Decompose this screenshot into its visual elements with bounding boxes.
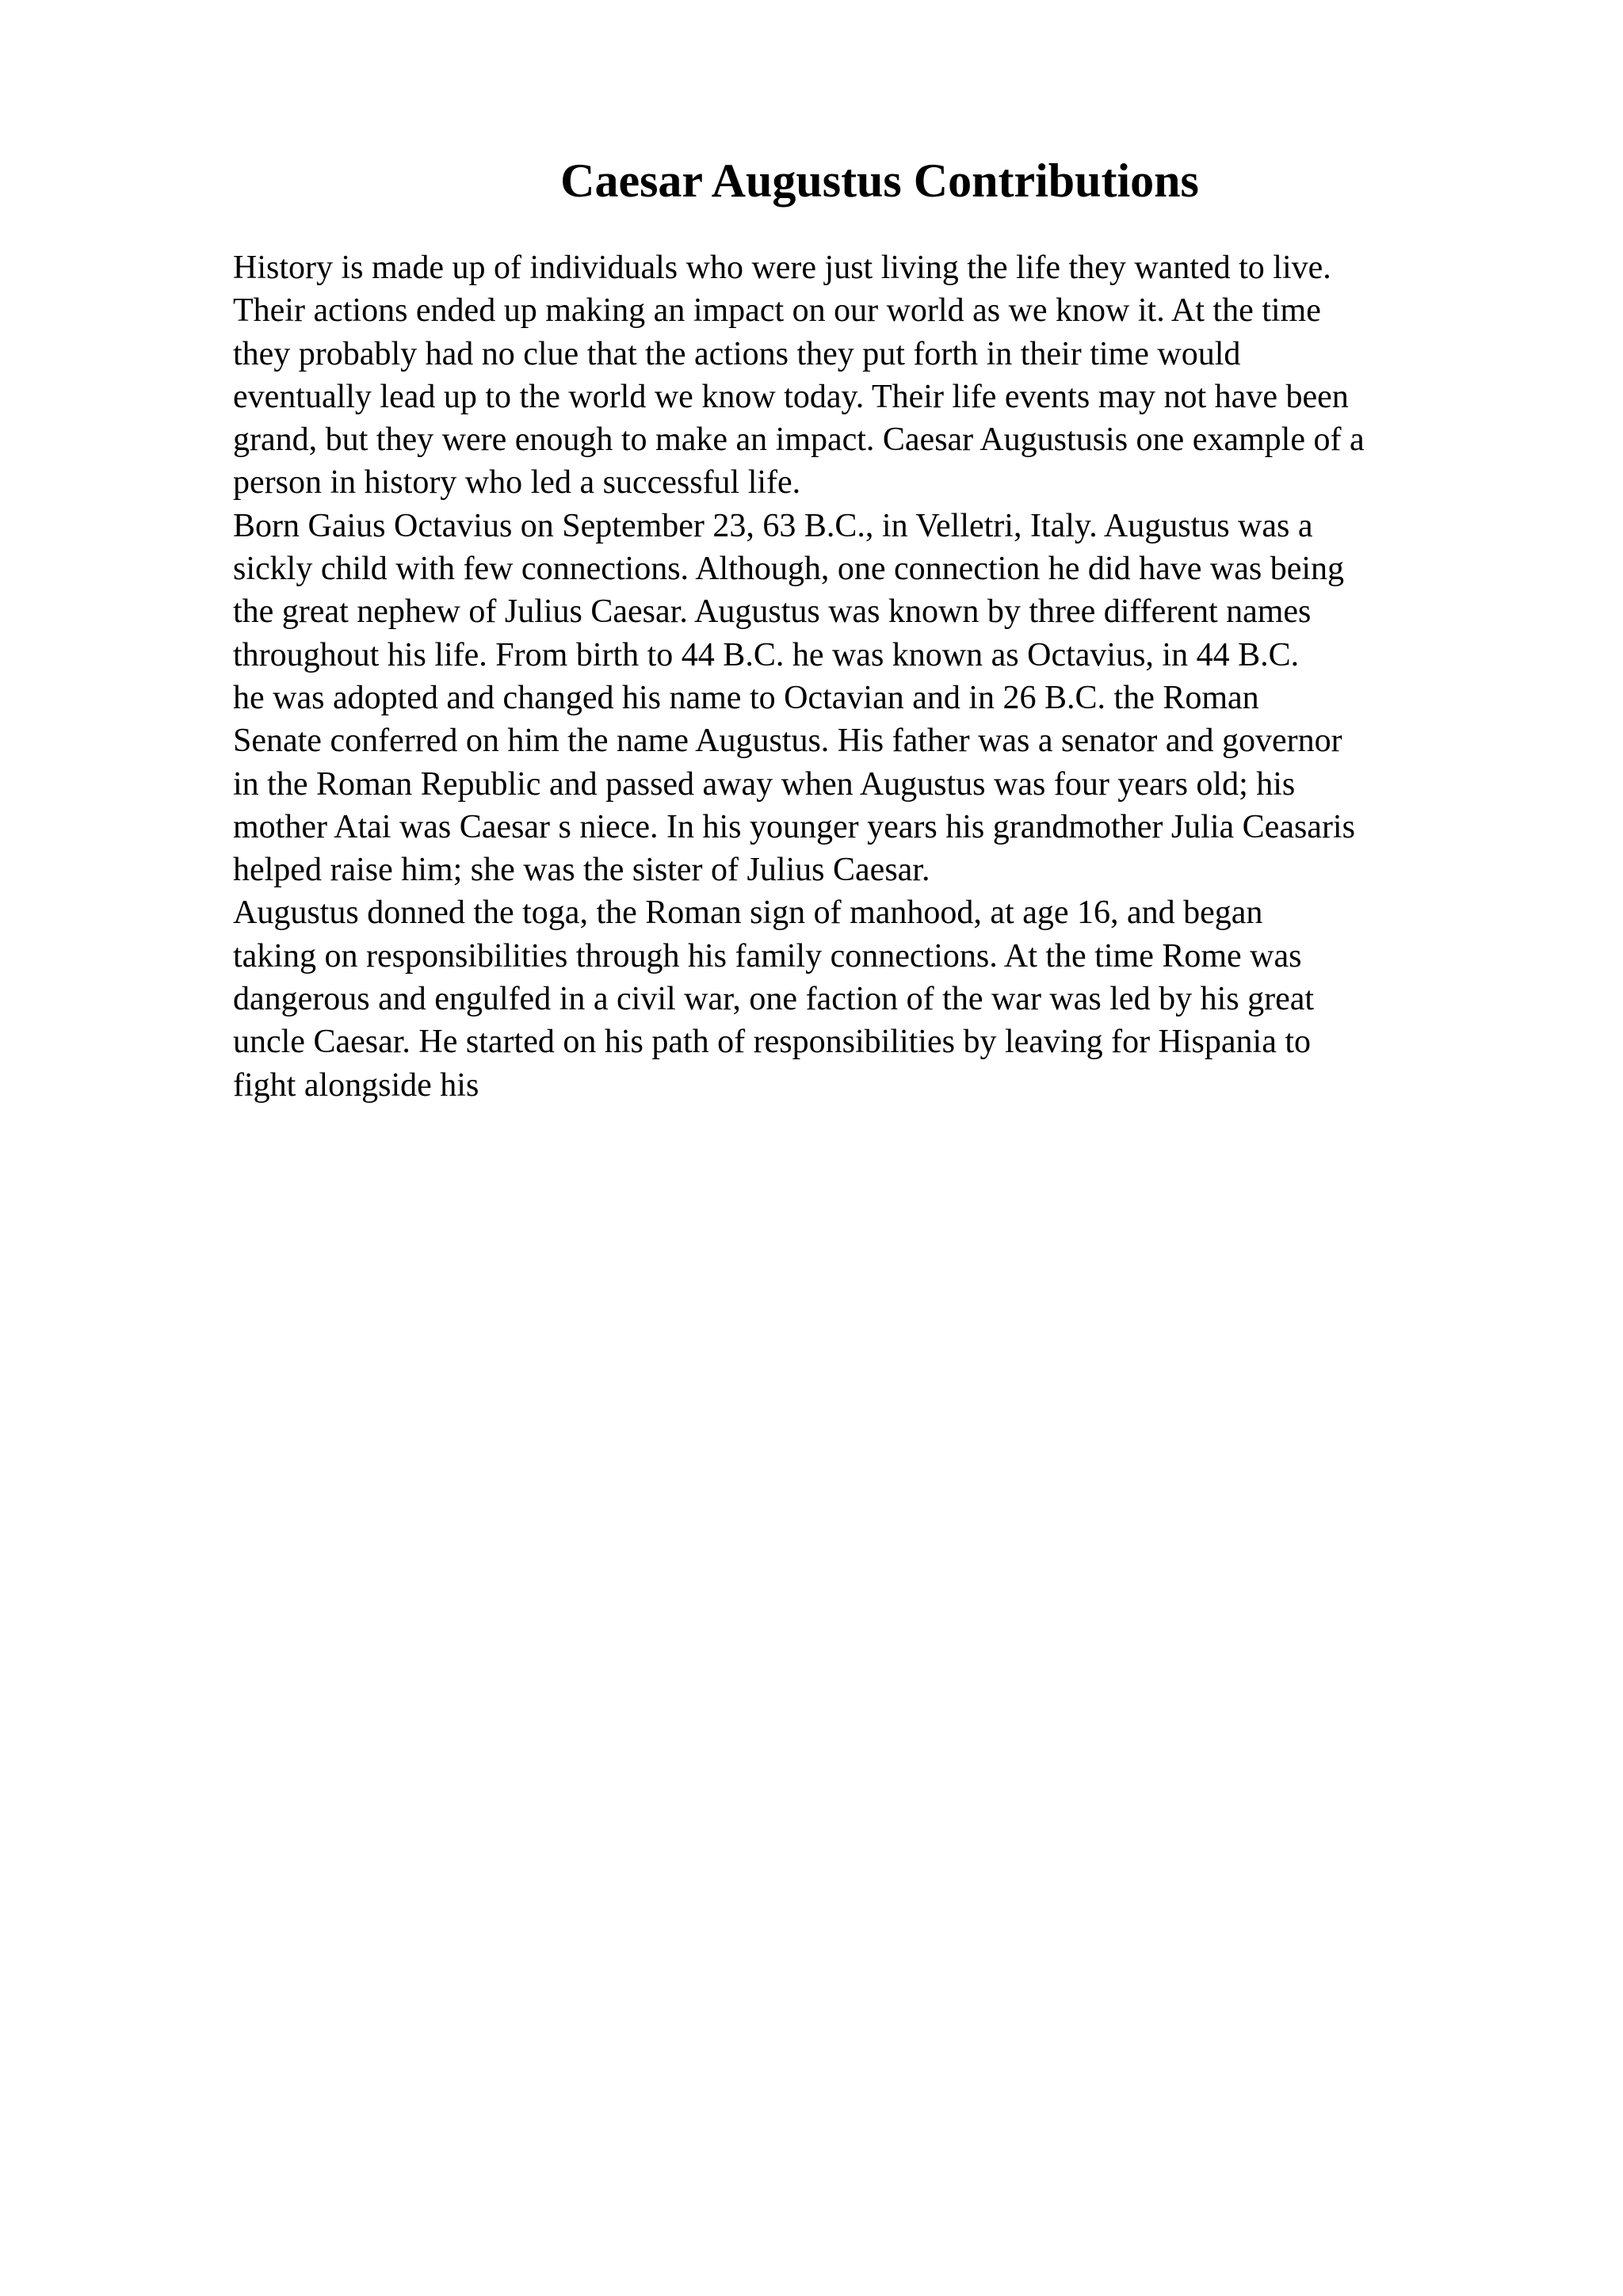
document-body	[233, 246, 1517, 1107]
text-line: helped raise him; she was the sister of Julius Caesar.	[233, 852, 930, 889]
text-line: he was adopted and changed his name to Octavian and in 26 B.C. the Roman	[233, 679, 1259, 716]
text-line: the great nephew of Julius Caesar. Augustus was known by three different names	[233, 593, 1312, 631]
text-line: in the Roman Republic and passed away when Augustus was four years old; his	[233, 765, 1296, 803]
text-line: dangerous and engulfed in a civil war, one faction of the war was led by his great	[233, 981, 1315, 1018]
text-line: History is made up of individuals who were just living the life they wanted to live.	[233, 250, 1331, 286]
text-line: uncle Caesar. He started on his path of responsibilities by leaving for Hispania to	[233, 1024, 1312, 1061]
text-line: eventually lead up to the world we know today. Their life events may not have been	[233, 378, 1349, 415]
text-line: Augustus donned the toga, the Roman sign of manhood, at age 16, and began	[233, 894, 1263, 932]
text-line: taking on responsibilities through his family connections. At the time Rome was	[233, 937, 1302, 974]
text-line: they probably had no clue that the actions they put forth in their time would	[233, 335, 1241, 372]
document-title: Caesar Augustus Contributions	[560, 154, 1199, 207]
text-line: Born Gaius Octavius on September 23, 63 B.C., in Velletri, Italy. Augustus was a	[233, 507, 1313, 544]
text-line: person in history who led a successful life.	[233, 464, 801, 502]
text-line: throughout his life. From birth to 44 B.C. he was known as Octavius, in 44 B.C.	[233, 636, 1300, 673]
text-line: Their actions ended up making an impact on our world as we know it. At the time	[233, 292, 1321, 330]
text-line: Senate conferred on him the name Augustus. His father was a senator and governor	[233, 723, 1342, 760]
text-line: grand, but they were enough to make an impact. Caesar Augustusis one example of a	[233, 421, 1365, 459]
text-line: sickly child with few connections. Although, one connection he did have was being	[233, 551, 1345, 588]
text-line: fight alongside his	[233, 1066, 479, 1104]
text-line: mother Atai was Caesar s niece. In his younger years his grandmother Julia Ceasaris	[233, 808, 1355, 845]
